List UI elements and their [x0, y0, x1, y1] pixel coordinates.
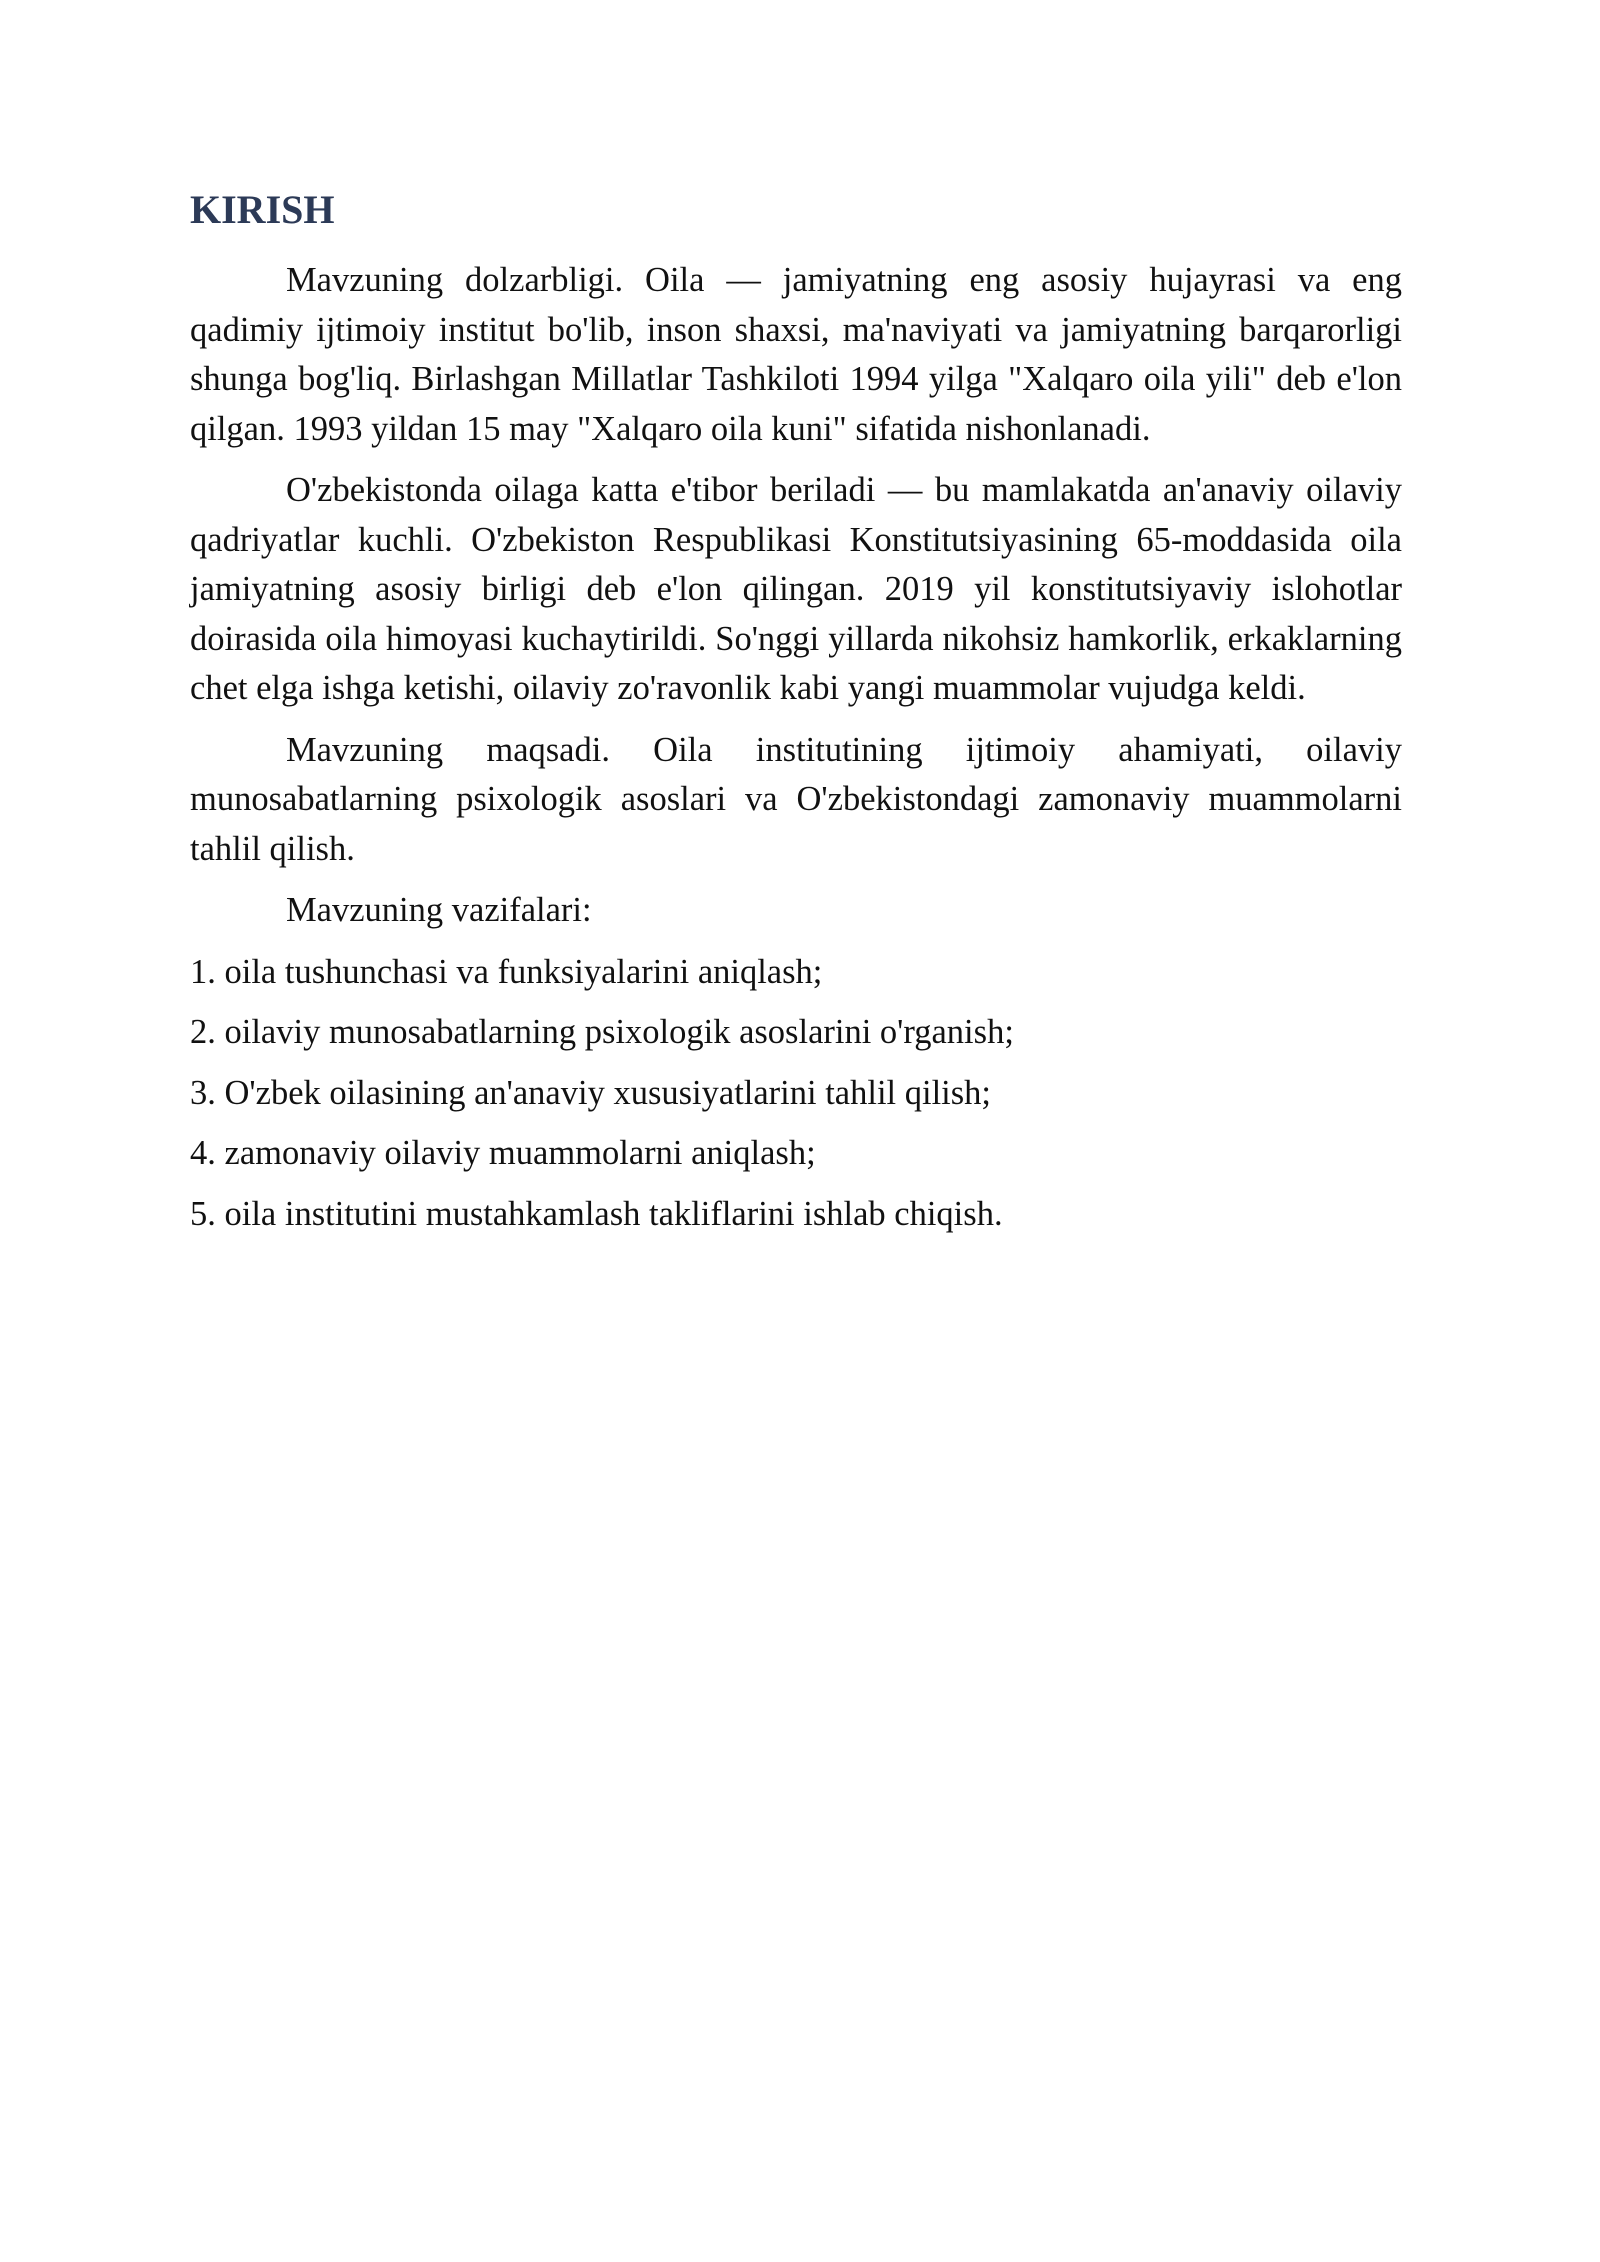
paragraph-tasks-intro: Mavzuning vazifalari:	[286, 891, 592, 929]
document-content	[190, 186, 1402, 1250]
paragraph-uzbekistan-context: O'zbekistonda oilaga katta e'tibor beriladi — bu mamlakatda an'anaviy oilaviy qadriyatlar kuchli. O'zbekiston Respublikasi Konstitutsiyasining 65-moddasida oila jamiyatning asosiy birligi deb e'lon qilingan. 2019 yil konstitutsiyaviy islohotlar doirasida oila himoyasi kuchaytirildi. So'nggi yillarda nikohsiz hamkorlik, erkaklarning chet elga ishga ketishi, oilaviy zo'ravonlik kabi yangi muammolar vujudga keldi.	[190, 471, 1402, 707]
list-item: 4. zamonaviy oilaviy muammolarni aniqlash;	[190, 1134, 816, 1172]
list-item: 5. oila institutini mustahkamlash takliflarini ishlab chiqish.	[190, 1194, 1003, 1233]
tasks-list	[190, 948, 1402, 1240]
list-item: 3. O'zbek oilasining an'anaviy xususiyatlarini tahlil qilish;	[190, 1073, 992, 1112]
list-item: 1. oila tushunchasi va funksiyalarini aniqlash;	[190, 952, 823, 991]
list-item: 2. oilaviy munosabatlarning psixologik asoslarini o'rganish;	[190, 1013, 1014, 1051]
paragraph-goal: Mavzuning maqsadi. Oila institutining ijtimoiy ahamiyati, oilaviy munosabatlarning psixologik asoslari va O'zbekistondagi zamonaviy muammolarni tahlil qilish.	[190, 730, 1402, 868]
section-heading: KIRISH	[190, 187, 335, 232]
paragraph-relevance: Mavzuning dolzarbligi. Oila — jamiyatning eng asosiy hujayrasi va eng qadimiy ijtimoiy institut bo'lib, inson shaxsi, ma'naviyati va jamiyatning barqarorligi shunga bog'liq. Birlashgan Millatlar Tashkiloti 1994 yilga "Xalqaro oila yili" deb e'lon qilgan. 1993 yildan 15 may "Xalqaro oila kuni" sifatida nishonlanadi.	[190, 261, 1402, 448]
